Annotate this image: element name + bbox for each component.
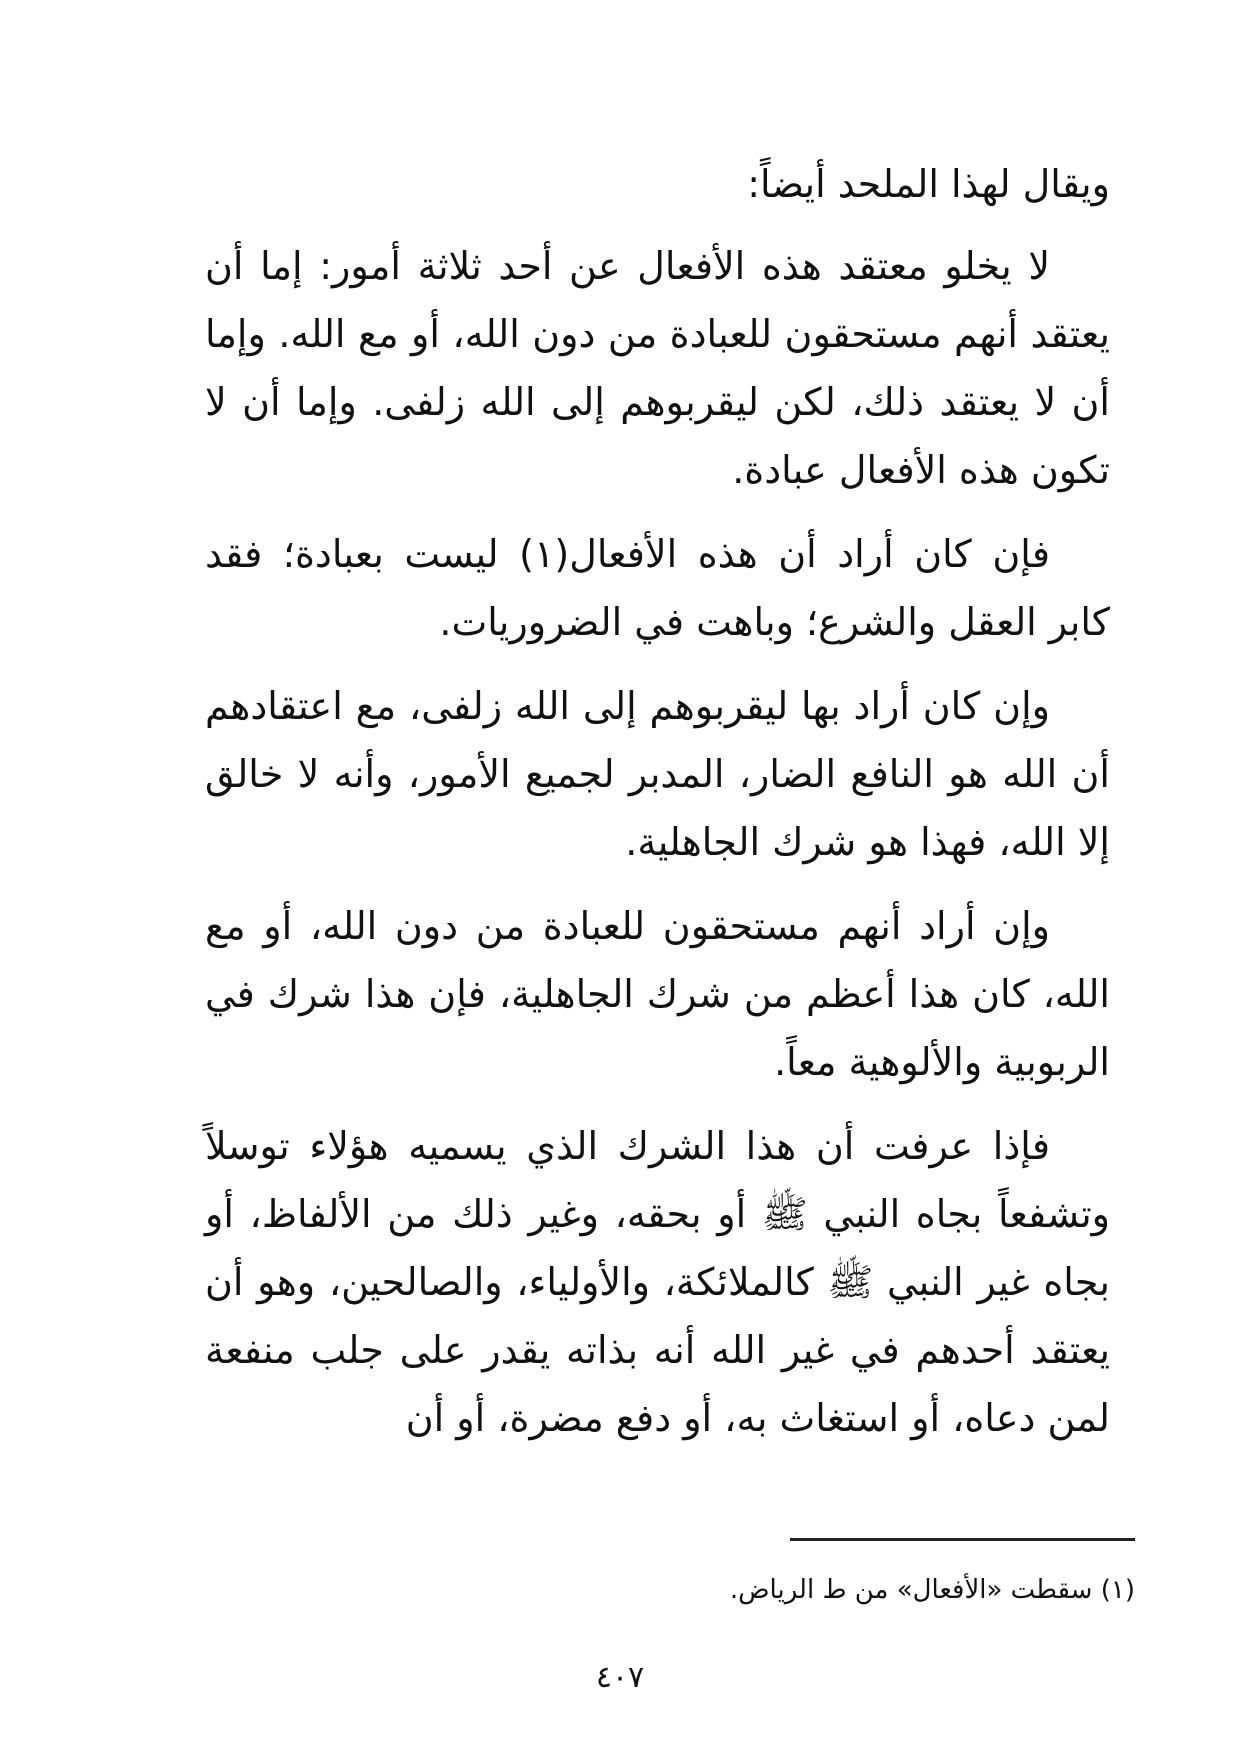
footnote-divider [790, 1538, 1135, 1541]
page-number: ٤٠٧ [595, 1660, 645, 1695]
paragraph-2: فإن كان أراد أن هذه الأفعال(١) ليست بعبادة؛ فقد كابر العقل والشرع؛ وباهت في الضروريات. [205, 532, 1110, 644]
body-text [205, 150, 1110, 1468]
footnote: (١) سقطت «الأفعال» من ط الرياض. [729, 1575, 1135, 1605]
intro-line: ويقال لهذا الملحد أيضاً: [747, 162, 1110, 206]
paragraph-5: فإذا عرفت أن هذا الشرك الذي يسميه هؤلاء توسلاً وتشفعاً بجاه النبي ﷺ أو بحقه، وغير ذلك من الألفاظ، أو بجاه غير النبي ﷺ كالملائكة، والأولياء، والصالحين، وهو أن يعتقد أحدهم في غير الله أنه بذاته يقدر على جلب منفعة لمن دعاه، أو استغاث به، أو دفع مضرة، أو أن [205, 1124, 1110, 1440]
paragraph-4: وإن أراد أنهم مستحقون للعبادة من دون الله، أو مع الله، كان هذا أعظم من شرك الجاهلية، فإن هذا شرك في الربوبية والألوهية معاً. [205, 904, 1110, 1084]
paragraph-3: وإن كان أراد بها ليقربوهم إلى الله زلفى، مع اعتقادهم أن الله هو النافع الضار، المدبر لجميع الأمور، وأنه لا خالق إلا الله، فهذا هو شرك الجاهلية. [205, 684, 1110, 864]
paragraph-1: لا يخلو معتقد هذه الأفعال عن أحد ثلاثة أمور: إما أن يعتقد أنهم مستحقون للعبادة من دون الله، أو مع الله. وإما أن لا يعتقد ذلك، لكن ليقربوهم إلى الله زلفى. وإما أن لا تكون هذه الأفعال عبادة. [205, 244, 1110, 492]
